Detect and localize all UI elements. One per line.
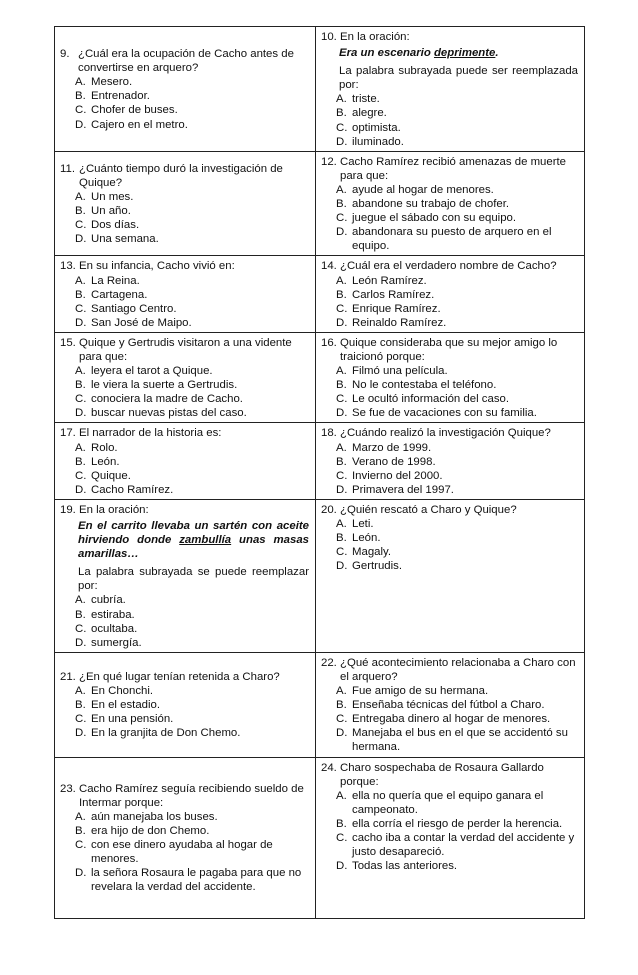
option-item — [60, 392, 309, 406]
question-stem — [321, 761, 578, 789]
option-text: Primavera del 1997. — [352, 483, 454, 496]
question-text: Cacho Ramírez recibió amenazas de muerte para que: — [340, 155, 567, 182]
question-prompt: La palabra subrayada se puede reemplazar por: — [78, 566, 309, 593]
options-list — [321, 183, 578, 253]
question-text: Cacho Ramírez seguía recibiendo sueldo de Intermar porque: — [79, 782, 304, 809]
option-text: León Ramírez. — [352, 274, 427, 287]
question-cell — [55, 757, 316, 918]
question-stem — [60, 336, 309, 364]
option-text: ella corría el riesgo de perder la herencia. — [352, 817, 563, 830]
options-list — [60, 364, 309, 420]
option-letter: A. — [336, 365, 347, 378]
option-text: ocultaba. — [91, 622, 138, 635]
options-list — [321, 441, 578, 497]
question-cell — [316, 151, 585, 256]
option-letter: A. — [75, 594, 86, 607]
option-item — [321, 406, 578, 420]
option-text: Dos días. — [91, 219, 140, 232]
option-text: Manejaba el bus en el que se accidentó su hermana. — [352, 727, 568, 754]
options-list — [321, 789, 578, 874]
option-letter: D. — [75, 867, 87, 880]
question-text: El narrador de la historia es: — [79, 427, 222, 440]
option-letter: D. — [75, 407, 87, 420]
option-letter: C. — [75, 393, 87, 406]
option-letter: A. — [336, 441, 347, 454]
option-letter: D. — [75, 316, 87, 329]
option-letter: C. — [336, 713, 348, 726]
question-number: 11. — [60, 162, 75, 175]
question-cell — [316, 256, 585, 332]
option-item — [60, 288, 309, 302]
option-text: Carlos Ramírez. — [352, 288, 435, 301]
option-text: Cajero en el metro. — [91, 118, 188, 131]
option-item — [321, 831, 578, 859]
question-stem — [60, 503, 309, 517]
option-text: iluminado. — [352, 135, 404, 148]
option-text: No le contestaba el teléfono. — [352, 379, 497, 392]
question-cell — [316, 423, 585, 499]
option-letter: B. — [75, 824, 86, 837]
option-text: conociera la madre de Cacho. — [91, 393, 243, 406]
question-stem — [321, 336, 578, 364]
question-stem — [321, 656, 578, 684]
option-item — [321, 469, 578, 483]
question-text: En la oración: — [79, 503, 149, 516]
option-item — [321, 316, 578, 330]
option-text: Mesero. — [91, 76, 133, 89]
option-item — [60, 838, 309, 866]
option-letter: C. — [336, 546, 348, 559]
options-list — [321, 274, 578, 330]
option-item — [321, 288, 578, 302]
option-letter: C. — [336, 121, 348, 134]
options-list — [321, 684, 578, 754]
option-letter: B. — [336, 379, 347, 392]
question-stem — [60, 47, 309, 75]
option-text: Enseñaba técnicas del fútbol a Charo. — [352, 699, 545, 712]
option-letter: C. — [75, 622, 87, 635]
question-stem — [321, 155, 578, 183]
question-text: ¿Cuándo realizó la investigación Quique? — [340, 427, 551, 440]
options-list — [60, 190, 309, 246]
option-item — [321, 559, 578, 573]
questions-table — [54, 26, 585, 919]
option-letter: C. — [75, 302, 87, 315]
option-text: Un año. — [91, 205, 131, 218]
option-item — [60, 75, 309, 89]
options-list — [60, 810, 309, 895]
option-item — [60, 89, 309, 103]
option-letter: B. — [336, 455, 347, 468]
question-row — [55, 757, 585, 918]
option-text: cacho iba a contar la verdad del accidente y justo desapareció. — [352, 831, 575, 859]
options-list — [60, 441, 309, 497]
option-text: Magaly. — [352, 546, 392, 559]
option-text: Un mes. — [91, 190, 134, 203]
option-text: Reinaldo Ramírez. — [352, 316, 447, 329]
option-item — [60, 218, 309, 232]
question-text: Quique consideraba que su mejor amigo lo traicionó porque: — [340, 336, 558, 363]
option-text: Marzo de 1999. — [352, 441, 432, 454]
option-text: En Chonchi. — [91, 685, 154, 698]
question-text: ¿Quién rescató a Charo y Quique? — [340, 503, 517, 516]
option-item — [321, 726, 578, 754]
options-list — [60, 593, 309, 649]
option-text: le viera la suerte a Gertrudis. — [91, 379, 238, 392]
option-text: con ese dinero ayudaba al hogar de menores. — [91, 839, 273, 866]
question-cell — [316, 757, 585, 918]
options-list — [60, 75, 309, 131]
option-letter: D. — [336, 226, 348, 239]
option-item — [60, 810, 309, 824]
option-item — [321, 483, 578, 497]
option-text: Le ocultó información del caso. — [352, 393, 510, 406]
question-cell — [55, 27, 316, 152]
option-letter: B. — [336, 817, 347, 830]
question-text: ¿Qué acontecimiento relacionaba a Charo con el arquero? — [340, 656, 576, 683]
question-row — [55, 256, 585, 332]
option-text: Todas las anteriores. — [352, 860, 458, 873]
option-letter: C. — [75, 839, 87, 851]
question-number: 14. — [321, 260, 337, 273]
question-text: ¿Cuál era el verdadero nombre de Cacho? — [340, 260, 557, 273]
quoted-sentence — [78, 519, 309, 561]
option-text: abandonara su puesto de arquero en el equipo. — [352, 226, 552, 253]
option-letter: C. — [336, 469, 348, 482]
option-item — [60, 608, 309, 622]
option-letter: D. — [336, 483, 348, 496]
option-letter: D. — [75, 636, 87, 649]
option-item — [60, 712, 309, 726]
option-text: Entregaba dinero al hogar de menores. — [352, 713, 551, 726]
option-letter: A. — [336, 183, 347, 196]
option-item — [60, 190, 309, 204]
question-stem — [321, 426, 578, 440]
option-text: San José de Maipo. — [91, 316, 192, 329]
option-item — [321, 698, 578, 712]
option-text: ella no quería que el equipo ganara el campeonato. — [352, 789, 544, 816]
option-item — [321, 712, 578, 726]
question-number: 22. — [321, 656, 337, 669]
option-letter: B. — [336, 107, 347, 120]
option-item — [60, 824, 309, 838]
question-row — [55, 151, 585, 256]
option-letter: D. — [75, 483, 87, 496]
option-text: León. — [352, 532, 381, 545]
question-number: 12. — [321, 155, 337, 168]
options-list — [60, 274, 309, 330]
question-text: ¿Cuál era la ocupación de Cacho antes de convertirse en arquero? — [78, 48, 294, 75]
question-number: 16. — [321, 336, 337, 349]
quote-after: . — [495, 47, 499, 60]
option-letter: B. — [336, 288, 347, 301]
option-letter: D. — [336, 727, 348, 740]
option-item — [60, 726, 309, 740]
question-cell — [316, 27, 585, 152]
option-text: Verano de 1998. — [352, 455, 436, 468]
question-cell — [316, 332, 585, 423]
option-letter: D. — [75, 727, 87, 740]
option-letter: B. — [75, 455, 86, 468]
question-number: 15. — [60, 336, 76, 349]
question-text: ¿En qué lugar tenían retenida a Charo? — [79, 670, 280, 683]
question-number: 19. — [60, 503, 76, 516]
quoted-sentence — [339, 46, 578, 60]
option-item — [321, 197, 578, 211]
option-text: ayude al hogar de menores. — [352, 183, 494, 196]
option-item — [321, 121, 578, 135]
option-item — [60, 593, 309, 607]
option-item — [60, 103, 309, 117]
option-item — [60, 316, 309, 330]
option-letter: A. — [75, 76, 86, 89]
option-item — [321, 441, 578, 455]
option-letter: A. — [75, 365, 86, 378]
question-number: 13. — [60, 260, 76, 273]
option-letter: D. — [336, 860, 348, 873]
option-item — [321, 517, 578, 531]
question-stem — [321, 259, 578, 273]
option-item — [321, 789, 578, 817]
option-letter: A. — [336, 518, 347, 530]
option-letter: A. — [75, 685, 86, 698]
option-text: cubría. — [91, 594, 126, 607]
option-letter: C. — [75, 219, 87, 232]
options-list — [321, 364, 578, 420]
option-item — [60, 441, 309, 455]
option-text: aún manejaba los buses. — [91, 810, 218, 823]
option-text: Cartagena. — [91, 288, 148, 301]
option-text: leyera el tarot a Quique. — [91, 365, 213, 378]
option-text: triste. — [352, 93, 380, 106]
option-item — [60, 364, 309, 378]
option-item — [60, 378, 309, 392]
question-prompt: La palabra subrayada puede ser reemplazada por: — [339, 65, 578, 92]
option-letter: B. — [75, 379, 86, 392]
option-text: Enrique Ramírez. — [352, 302, 441, 315]
option-text: Santiago Centro. — [91, 302, 177, 315]
option-text: Fue amigo de su hermana. — [352, 685, 489, 698]
option-text: Rolo. — [91, 441, 118, 454]
question-stem — [60, 162, 309, 190]
option-text: estiraba. — [91, 608, 135, 621]
option-letter: D. — [75, 118, 87, 131]
option-text: Leti. — [352, 518, 374, 530]
question-text: En su infancia, Cacho vivió en: — [79, 260, 235, 273]
question-number: 24. — [321, 761, 337, 774]
option-letter: A. — [75, 441, 86, 454]
option-text: Una semana. — [91, 233, 159, 246]
option-letter: B. — [75, 288, 86, 301]
question-row — [55, 423, 585, 499]
option-text: juegue el sábado con su equipo. — [352, 212, 517, 225]
question-text: ¿Cuánto tiempo duró la investigación de Quique? — [79, 162, 283, 189]
question-cell — [316, 652, 585, 757]
option-item — [321, 392, 578, 406]
option-text: sumergía. — [91, 636, 142, 649]
option-text: Invierno del 2000. — [352, 469, 443, 482]
option-letter: C. — [336, 831, 348, 844]
question-stem — [60, 782, 309, 810]
option-letter: B. — [75, 608, 86, 621]
option-item — [321, 545, 578, 559]
option-item — [321, 92, 578, 106]
option-item — [60, 302, 309, 316]
exam-sheet — [54, 26, 584, 919]
option-text: Se fue de vacaciones con su familia. — [352, 407, 537, 420]
option-letter: C. — [336, 393, 348, 406]
option-item — [321, 364, 578, 378]
option-item — [60, 483, 309, 497]
question-stem — [60, 426, 309, 440]
option-letter: C. — [75, 104, 87, 117]
option-item — [60, 622, 309, 636]
option-letter: A. — [75, 190, 86, 203]
option-item — [321, 455, 578, 469]
option-item — [321, 684, 578, 698]
option-letter: D. — [336, 316, 348, 329]
question-cell — [55, 499, 316, 652]
quote-before: Era un escenario — [339, 47, 434, 60]
option-text: En una pensión. — [91, 713, 174, 726]
question-stem — [321, 503, 578, 517]
question-number: 20. — [321, 503, 337, 516]
question-text: En la oración: — [340, 31, 410, 43]
question-number: 17. — [60, 427, 76, 440]
option-letter: D. — [336, 135, 348, 148]
option-item — [60, 698, 309, 712]
question-stem — [321, 30, 578, 44]
option-letter: A. — [336, 93, 347, 106]
option-letter: A. — [336, 789, 347, 802]
option-text: abandone su trabajo de chofer. — [352, 198, 510, 211]
option-letter: B. — [75, 205, 86, 218]
option-item — [60, 455, 309, 469]
option-letter: A. — [75, 810, 86, 823]
question-text: Charo sospechaba de Rosaura Gallardo porque: — [340, 761, 544, 788]
question-cell — [55, 332, 316, 423]
question-cell — [55, 151, 316, 256]
option-item — [321, 302, 578, 316]
question-number: 10. — [321, 31, 337, 43]
option-item — [321, 106, 578, 120]
option-text: Cacho Ramírez. — [91, 483, 174, 496]
question-text: Quique y Gertrudis visitaron a una vidente para que: — [79, 336, 292, 363]
option-letter: A. — [336, 274, 347, 287]
option-item — [60, 866, 309, 894]
options-list — [60, 684, 309, 740]
question-cell — [55, 256, 316, 332]
option-item — [321, 274, 578, 288]
question-stem — [60, 259, 309, 273]
option-text: Chofer de buses. — [91, 104, 178, 117]
option-text: Gertrudis. — [352, 560, 403, 573]
options-list — [321, 517, 578, 573]
question-row — [55, 332, 585, 423]
option-item — [60, 118, 309, 132]
option-letter: D. — [336, 560, 348, 573]
quote-after: unas masas amarillas… — [78, 534, 309, 561]
option-letter: B. — [75, 699, 86, 712]
option-item — [60, 204, 309, 218]
option-item — [60, 469, 309, 483]
option-text: era hijo de don Chemo. — [91, 824, 210, 837]
option-text: Quique. — [91, 469, 131, 482]
question-row — [55, 652, 585, 757]
question-number: 9. — [60, 48, 70, 61]
question-cell — [55, 652, 316, 757]
option-text: León. — [91, 455, 120, 468]
question-stem — [60, 670, 309, 684]
option-letter: B. — [336, 699, 347, 712]
option-letter: B. — [336, 532, 347, 545]
option-text: En el estadio. — [91, 699, 161, 712]
option-text: buscar nuevas pistas del caso. — [91, 407, 247, 420]
option-item — [60, 274, 309, 288]
option-text: la señora Rosaura le pagaba para que no revelara la verdad del accidente. — [91, 867, 302, 894]
option-item — [321, 378, 578, 392]
options-list — [321, 92, 578, 148]
option-letter: D. — [75, 233, 87, 246]
option-item — [60, 232, 309, 246]
question-row — [55, 499, 585, 652]
option-item — [321, 225, 578, 253]
question-cell — [316, 499, 585, 652]
option-text: En la granjita de Don Chemo. — [91, 727, 241, 740]
underlined-word: deprimente — [433, 47, 496, 60]
option-letter: C. — [336, 302, 348, 315]
option-letter: B. — [336, 198, 347, 211]
quote-before: En el carrito llevaba un sartén con aceite hirviendo donde — [78, 520, 309, 547]
option-letter: A. — [336, 685, 347, 698]
option-item — [321, 531, 578, 545]
option-text: alegre. — [352, 107, 387, 120]
option-letter: C. — [336, 212, 348, 225]
question-number: 18. — [321, 427, 337, 440]
question-row — [55, 27, 585, 152]
option-letter: C. — [75, 713, 87, 726]
option-item — [60, 684, 309, 698]
option-letter: A. — [75, 274, 86, 287]
option-item — [60, 636, 309, 650]
question-number: 23. — [60, 782, 76, 795]
option-letter: D. — [336, 407, 348, 420]
option-letter: B. — [75, 90, 86, 103]
option-item — [321, 859, 578, 873]
option-item — [321, 211, 578, 225]
option-item — [60, 406, 309, 420]
option-item — [321, 183, 578, 197]
option-text: La Reina. — [91, 274, 140, 287]
option-item — [321, 135, 578, 149]
question-number: 21. — [60, 670, 76, 683]
option-text: Entrenador. — [91, 90, 150, 103]
option-letter: C. — [75, 469, 87, 482]
question-cell — [55, 423, 316, 499]
option-item — [321, 817, 578, 831]
option-text: Filmó una película. — [352, 365, 448, 378]
option-text: optimista. — [352, 121, 401, 134]
underlined-word: zambullía — [179, 534, 232, 547]
